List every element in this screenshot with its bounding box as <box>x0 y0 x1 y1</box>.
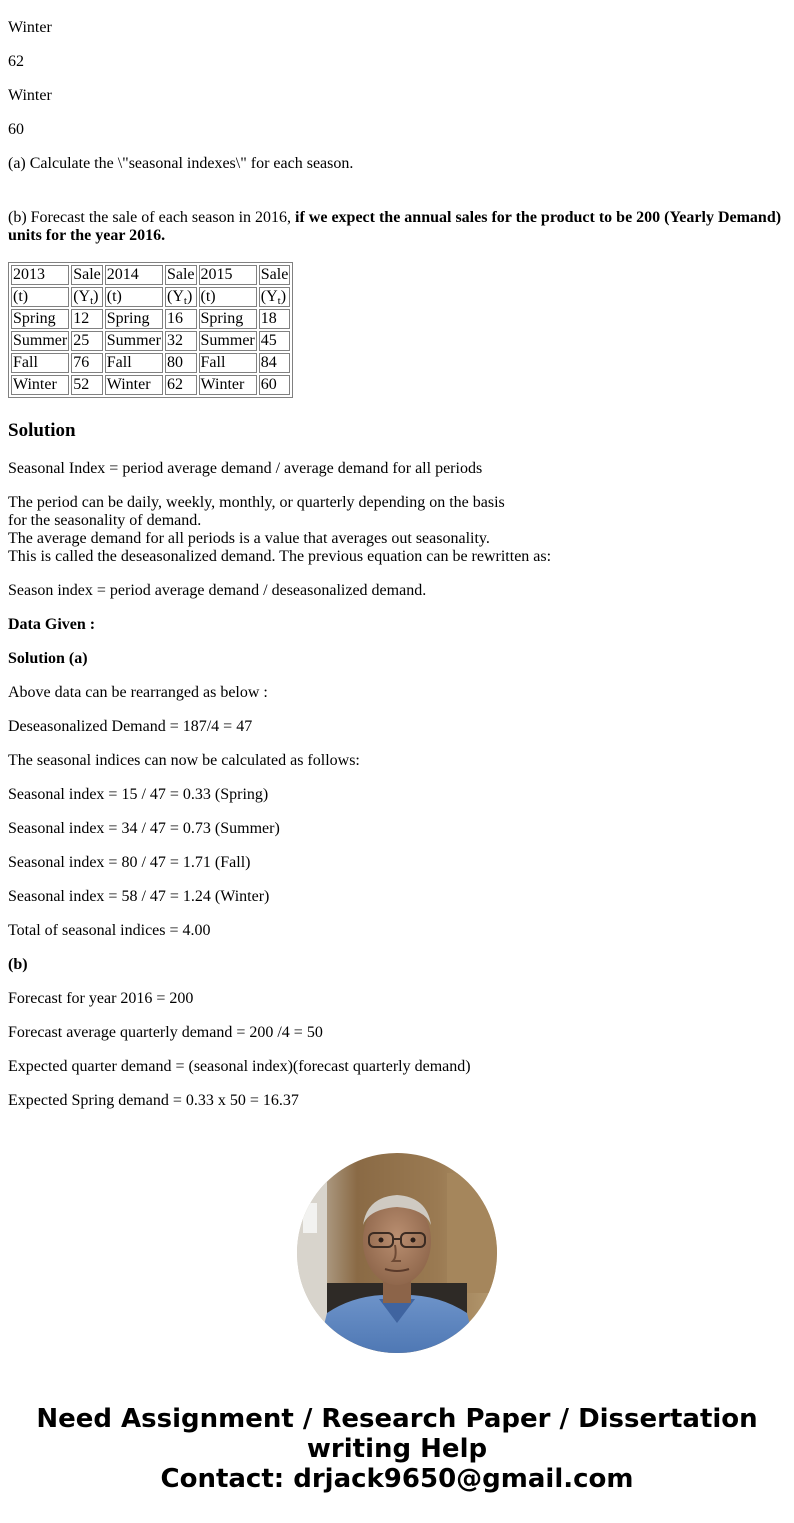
cell-text: ) <box>93 288 99 305</box>
question-a: (a) Calculate the \"seasonal indexes\" for each season. <box>8 155 354 172</box>
data-given-heading <box>8 616 95 634</box>
question-b <box>8 209 786 245</box>
question-b-plain: (b) Forecast the sale of each season in 2016, <box>8 209 296 226</box>
cell-text: ) <box>280 288 287 305</box>
intro-line: Winter <box>8 19 52 36</box>
explanation-line: The period can be daily, weekly, monthly, or quarterly depending on the basis <box>8 494 505 511</box>
sales-table <box>8 262 293 398</box>
data-given-text: Data Given : <box>8 616 96 633</box>
table-cell: Spring <box>199 309 257 329</box>
table-cell <box>71 287 103 307</box>
table-cell: 16 <box>165 309 197 329</box>
seasonal-index-line: Seasonal index = 80 / 47 = 1.71 (Fall) <box>8 854 251 871</box>
table-cell: Sale <box>73 266 101 283</box>
table-row <box>11 309 290 329</box>
table-row <box>11 375 290 395</box>
table-cell: 76 <box>71 353 103 373</box>
table-cell: Spring <box>105 309 163 329</box>
question-b-bold: if we expect the annual sales for the product to be 200 (Yearly Demand) units for the year 2016. <box>8 209 782 244</box>
table-cell: 62 <box>165 375 197 395</box>
cell-text: ) <box>186 288 193 305</box>
table-cell <box>165 287 197 307</box>
contact-footer <box>0 1404 794 1494</box>
table-cell: Fall <box>199 353 257 373</box>
part-b-heading <box>8 956 28 974</box>
table-cell: Sale <box>166 266 195 283</box>
intro-line: Winter <box>8 87 52 104</box>
subscript: t <box>277 295 281 307</box>
table-cell: 60 <box>259 375 291 395</box>
avatar-portrait <box>297 1153 497 1353</box>
table-cell: Summer <box>13 332 68 349</box>
table-cell: 52 <box>71 375 103 395</box>
season-index-equation: Season index = period average demand / deseasonalized demand. <box>8 582 427 599</box>
cell-text: (Y <box>73 288 91 305</box>
explanation-line: This is called the deseasonalized demand. The previous equation can be rewritten as: <box>8 548 552 565</box>
solution-heading: Solution <box>8 420 76 441</box>
table-cell <box>259 287 291 307</box>
table-cell: (t) <box>11 287 69 307</box>
table-cell: 80 <box>165 353 197 373</box>
seasonal-index-line: Seasonal index = 34 / 47 = 0.73 (Summer) <box>8 820 280 837</box>
cell-text: (Y <box>260 288 278 305</box>
footer-line: writing Help <box>306 1434 488 1464</box>
solution-a-heading <box>8 650 88 668</box>
table-cell: Summer <box>200 332 255 349</box>
table-cell: 2013 <box>11 265 69 285</box>
table-cell: (t) <box>105 287 163 307</box>
indices-intro: The seasonal indices can now be calculated as follows: <box>8 752 360 769</box>
table-cell: (t) <box>199 287 257 307</box>
table-cell: Winter <box>105 375 163 395</box>
expected-spring: Expected Spring demand = 0.33 x 50 = 16.37 <box>8 1092 299 1109</box>
total-indices: Total of seasonal indices = 4.00 <box>8 922 211 939</box>
intro-line: 60 <box>8 121 24 138</box>
table-row <box>11 353 290 373</box>
forecast-average: Forecast average quarterly demand = 200 /4 = 50 <box>8 1024 323 1041</box>
table-cell: Winter <box>199 375 257 395</box>
table-cell: Fall <box>11 353 69 373</box>
table-cell: Summer <box>106 332 161 349</box>
seasonal-index-line: Seasonal index = 15 / 47 = 0.33 (Spring) <box>8 786 269 803</box>
explanation-line: for the seasonality of demand. <box>8 512 202 529</box>
table-header-row <box>11 265 290 285</box>
cell-text: (Y <box>166 288 184 305</box>
table-cell: 32 <box>165 331 197 351</box>
rearranged-text: Above data can be rearranged as below : <box>8 684 268 701</box>
deseasonalized-demand: Deseasonalized Demand = 187/4 = 47 <box>8 718 253 735</box>
intro-line: 62 <box>8 53 24 70</box>
table-row <box>11 331 290 351</box>
table-cell: Winter <box>11 375 69 395</box>
table-cell: 18 <box>259 309 291 329</box>
expected-formula: Expected quarter demand = (seasonal index)(forecast quarterly demand) <box>8 1058 471 1075</box>
table-cell: Sale <box>260 266 289 283</box>
table-header-row <box>11 287 290 307</box>
table-cell: 25 <box>71 331 103 351</box>
table-cell: 12 <box>71 309 103 329</box>
forecast-year: Forecast for year 2016 = 200 <box>8 990 194 1007</box>
subscript: t <box>90 295 94 307</box>
footer-contact: Contact: drjack9650@gmail.com <box>160 1464 634 1494</box>
table-cell: Fall <box>105 353 163 373</box>
solution-a-text: Solution (a) <box>8 650 88 667</box>
part-b-text: (b) <box>8 956 28 973</box>
table-cell: 84 <box>259 353 291 373</box>
table-cell: 2014 <box>105 265 163 285</box>
avatar <box>297 1153 497 1353</box>
definition: Seasonal Index = period average demand / average demand for all periods <box>8 460 483 477</box>
table-cell: 45 <box>259 331 291 351</box>
subscript: t <box>183 295 187 307</box>
table-cell: Spring <box>11 309 69 329</box>
footer-line: Need Assignment / Research Paper / Dissertation <box>36 1404 758 1434</box>
explanation-line: The average demand for all periods is a value that averages out seasonality. <box>8 530 490 547</box>
seasonal-index-line: Seasonal index = 58 / 47 = 1.24 (Winter) <box>8 888 270 905</box>
table-cell: 2015 <box>199 265 257 285</box>
